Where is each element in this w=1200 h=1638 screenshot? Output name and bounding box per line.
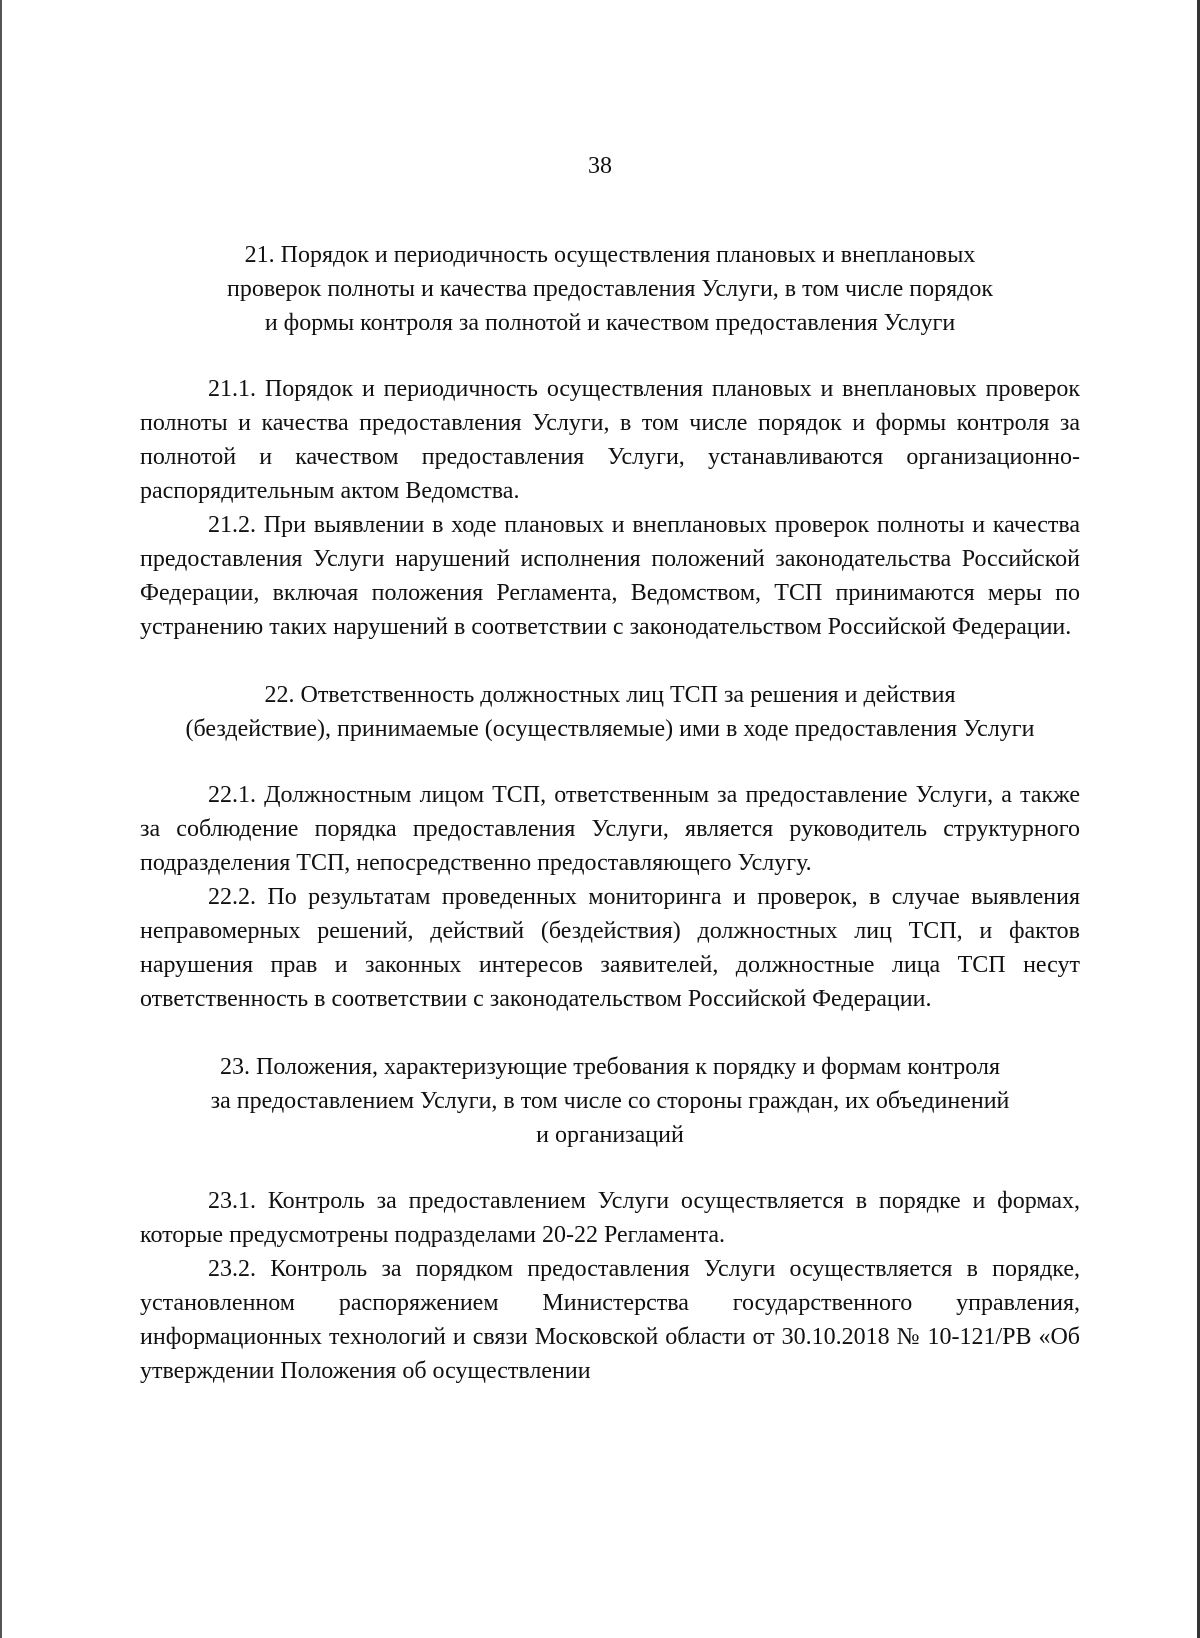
paragraph-22-2: 22.2. По результатам проведенных мониторинга и проверок, в случае выявления неправомерных решений, действий (бездействия) должностных лиц ТСП, и фактов нарушения прав и законных интересов заявителей, должностные лица ТСП несут ответственность в соответствии с законодательством Российской Федерации. <box>140 884 1080 1012</box>
paragraph-21-1: 21.1. Порядок и периодичность осуществления плановых и внеплановых проверок полноты и качества предоставления Услуги, в том числе порядок и формы контроля за полнотой и качеством предоставления Услуги, устанавливаются организационно-распорядительным актом Ведомства. <box>140 376 1080 504</box>
heading-line: 23. Положения, характеризующие требования к порядку и формам контроля <box>219 1054 1000 1080</box>
scan-edge-left <box>0 0 2 1638</box>
heading-line: и организаций <box>536 1122 684 1148</box>
heading-line: (бездействие), принимаемые (осуществляемые) ими в ходе предоставления Услуги <box>185 716 1035 742</box>
heading-line: 22. Ответственность должностных лиц ТСП за решения и действия <box>264 682 956 708</box>
paragraph-23-2: 23.2. Контроль за порядком предоставления Услуги осуществляется в порядке, установленном распоряжением Министерства государственного управления, информационных технологий и связи Московской области от 30.10.2018 № 10-121/РВ «Об утверждении Положения об осуществлении <box>140 1256 1080 1384</box>
paragraph-21-2: 21.2. При выявлении в ходе плановых и внеплановых проверок полноты и качества предоставления Услуги нарушений исполнения положений законодательства Российской Федерации, включая положения Регламента, Ведомством, ТСП принимаются меры по устранению таких нарушений в соответствии с законодательством Российской Федерации. <box>140 512 1080 640</box>
section-21-heading <box>140 238 1080 340</box>
document-body <box>140 238 1080 1388</box>
paragraph-22-1: 22.1. Должностным лицом ТСП, ответственным за предоставление Услуги, а также за соблюдение порядка предоставления Услуги, является руководитель структурного подразделения ТСП, непосредственно предоставляющего Услугу. <box>140 782 1080 876</box>
page-number: 38 <box>588 153 612 179</box>
heading-line: 21. Порядок и периодичность осуществления плановых и внеплановых <box>244 242 976 268</box>
section-22-heading <box>140 678 1080 746</box>
heading-line: и формы контроля за полнотой и качеством предоставления Услуги <box>264 310 956 336</box>
heading-line: за предоставлением Услуги, в том числе со стороны граждан, их объединений <box>210 1088 1010 1114</box>
paragraph-23-1: 23.1. Контроль за предоставлением Услуги осуществляется в порядке и формах, которые предусмотрены подразделами 20-22 Регламента. <box>140 1188 1080 1248</box>
heading-line: проверок полноты и качества предоставления Услуги, в том числе порядок <box>226 276 993 302</box>
section-23-heading <box>140 1050 1080 1152</box>
